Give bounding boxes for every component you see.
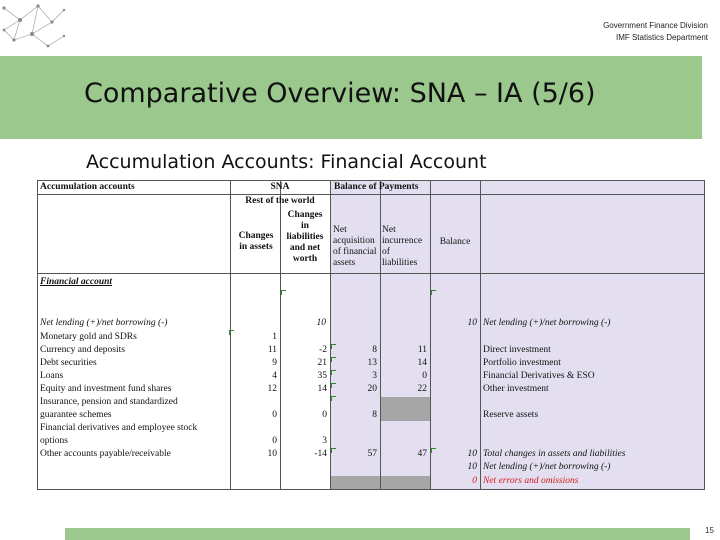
right-label: Reserve assets	[483, 410, 539, 420]
head-accumulation: Accumulation accounts	[40, 182, 135, 192]
col-balance: Balance	[439, 237, 471, 247]
right-label: Other investment	[483, 384, 549, 394]
grey-cell	[380, 397, 430, 421]
section-financial-account: Financial account	[40, 277, 113, 287]
net-lending-balance: 10	[467, 318, 477, 328]
slide-title: Comparative Overview: SNA – IA (5/6)	[84, 78, 596, 109]
slide-subtitle: Accumulation Accounts: Financial Account	[86, 151, 487, 173]
comment-marker-icon	[331, 383, 336, 388]
comment-marker-icon	[431, 290, 436, 295]
comment-marker-icon	[331, 370, 336, 375]
total-label: Total changes in assets and liabilities	[483, 449, 626, 459]
comment-marker-icon	[331, 396, 336, 401]
errors-label: Net errors and omissions	[483, 476, 579, 486]
col-net-incurrence: Net incurrence of liabilities	[382, 225, 423, 268]
comment-marker-icon	[331, 344, 336, 349]
total-balance: 10	[467, 449, 477, 459]
comment-marker-icon	[331, 357, 336, 362]
net-lending-right-label: Net lending (+)/net borrowing (-)	[483, 318, 611, 328]
org-division: Government Finance Division	[603, 21, 708, 30]
page-number: 15	[705, 526, 714, 535]
comment-marker-icon	[431, 448, 436, 453]
footer-band	[65, 528, 690, 540]
net-lending-liab: 10	[316, 318, 326, 328]
network-logo-icon	[0, 0, 70, 54]
right-label: Financial Derivatives & ESO	[483, 371, 595, 381]
right-label: Portfolio investment	[483, 358, 561, 368]
org-department: IMF Statistics Department	[615, 33, 708, 42]
bop-labels-bg	[480, 180, 705, 490]
financial-account-table: Accumulation accounts SNA Balance of Payments Rest of the world Changes in assets Changes in liabilities and net worth Net acquisition of financial assets Net incurrence of liabilities Balance Financial account Net lending (+)/net borrowing (-) 10 10 Net lending (+)/net borrowing (-) Monetary gold and SDRs 1 Currency and deposits 11 -2 8 11 Direct investment Debt securities 9 21 13 14 Portfolio investment Loans 4 35 3 0 Financial Derivatives & ESO Equity and investment fund shares 12 14 20 22 Other investment Insurance, pension and standardized guarantee schemes 0 0 8 Reserve assets Financial derivatives and employee stock options 0 3 Other accounts payable/receivable 10 -14 57 47 10 Total changes in assets and liabilities 10 Net lending (+)/net borrowing (-) 0 Net errors and omissions	[37, 180, 705, 490]
head-rest-of-world: Rest of the world	[245, 196, 315, 206]
right-label: Direct investment	[483, 345, 551, 355]
head-sna: SNA	[270, 182, 290, 192]
comment-marker-icon	[331, 448, 336, 453]
comment-marker-icon	[229, 330, 234, 335]
net-lending2-balance: 10	[467, 462, 477, 472]
col-net-acquisition: Net acquisition of financial assets	[333, 225, 377, 268]
col-changes-assets: Changes in assets	[238, 231, 274, 252]
errors-balance: 0	[472, 476, 477, 486]
comment-marker-icon	[281, 290, 286, 295]
net-lending2-label: Net lending (+)/net borrowing (-)	[483, 462, 611, 472]
col-changes-liabilities: Changes in liabilities and net worth	[286, 210, 324, 264]
head-bop: Balance of Payments	[334, 182, 419, 192]
org-header	[603, 20, 708, 44]
net-lending-label: Net lending (+)/net borrowing (-)	[40, 318, 168, 328]
